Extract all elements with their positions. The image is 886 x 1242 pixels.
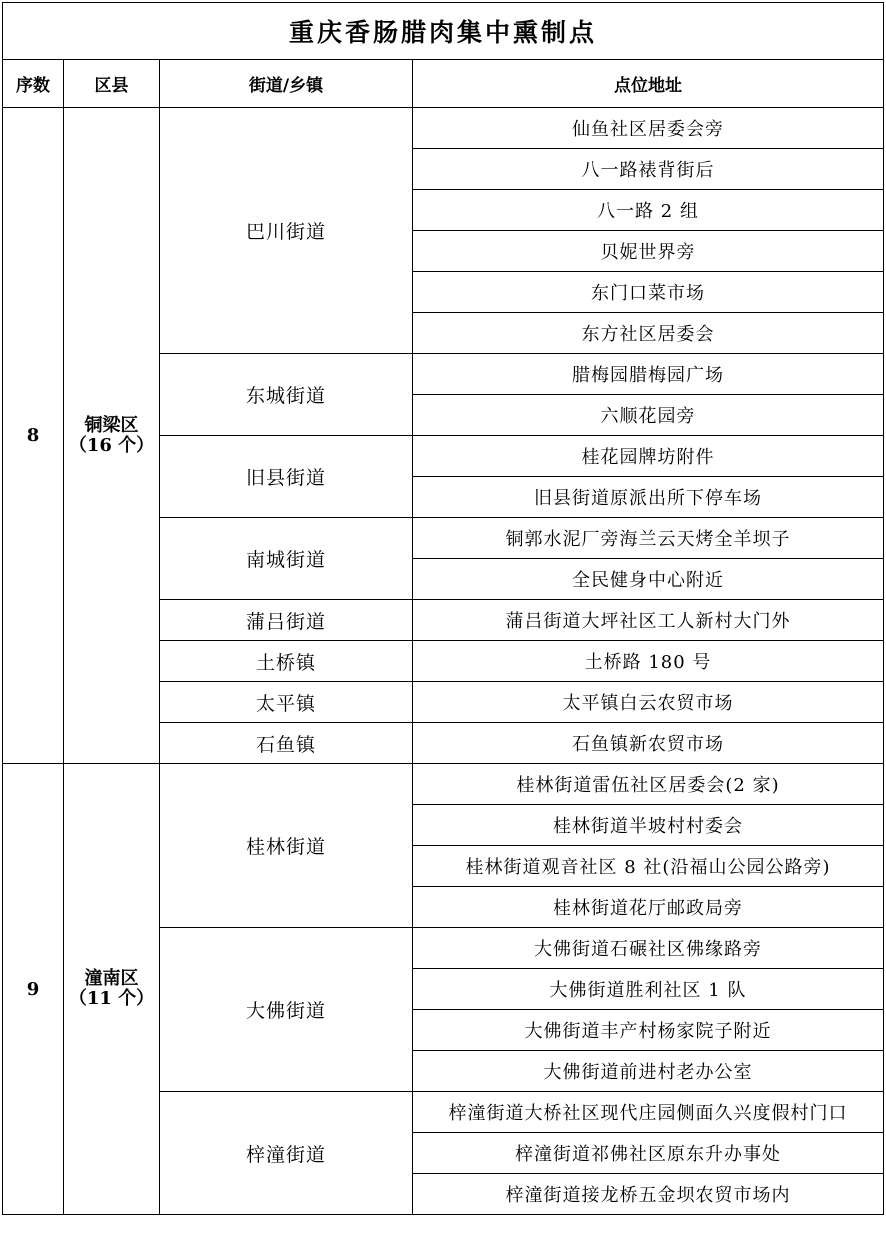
table-body: [3, 3, 884, 1215]
address-cell: 桂林街道观音社区 8 社(沿福山公园公路旁): [413, 846, 884, 887]
address-cell: 八一路裱背街后: [413, 149, 884, 190]
address-cell: 全民健身中心附近: [413, 559, 884, 600]
header-district: 区县: [64, 60, 160, 108]
street-cell: 桂林街道: [160, 764, 413, 928]
address-cell: 贝妮世界旁: [413, 231, 884, 272]
header-address: 点位地址: [413, 60, 884, 108]
street-cell: 梓潼街道: [160, 1092, 413, 1215]
address-cell: 桂林街道雷伍社区居委会(2 家): [413, 764, 884, 805]
address-cell: 旧县街道原派出所下停车场: [413, 477, 884, 518]
address-cell: 腊梅园腊梅园广场: [413, 354, 884, 395]
street-cell: 石鱼镇: [160, 723, 413, 764]
street-cell: 大佛街道: [160, 928, 413, 1092]
address-cell: 大佛街道胜利社区 1 队: [413, 969, 884, 1010]
table-row: [3, 764, 884, 805]
street-cell: 太平镇: [160, 682, 413, 723]
address-cell: 桂林街道花厅邮政局旁: [413, 887, 884, 928]
address-cell: 土桥路 180 号: [413, 641, 884, 682]
address-cell: 梓潼街道祁佛社区原东升办事处: [413, 1133, 884, 1174]
title-row: [3, 3, 884, 60]
address-cell: 大佛街道石碾社区佛缘路旁: [413, 928, 884, 969]
address-cell: 石鱼镇新农贸市场: [413, 723, 884, 764]
address-cell: 梓潼街道接龙桥五金坝农贸市场内: [413, 1174, 884, 1215]
street-cell: 土桥镇: [160, 641, 413, 682]
street-cell: 南城街道: [160, 518, 413, 600]
district-name: 潼南区: [84, 968, 139, 989]
address-cell: 太平镇白云农贸市场: [413, 682, 884, 723]
street-cell: 巴川街道: [160, 108, 413, 354]
street-cell: 蒲吕街道: [160, 600, 413, 641]
table-row: [3, 108, 884, 149]
district-cell: [64, 764, 160, 1215]
district-count: （11 个）: [68, 988, 155, 1009]
address-cell: 大佛街道丰产村杨家院子附近: [413, 1010, 884, 1051]
sheet: [2, 2, 883, 1215]
address-cell: 大佛街道前进村老办公室: [413, 1051, 884, 1092]
address-cell: 桂花园牌坊附件: [413, 436, 884, 477]
header-row: [3, 60, 884, 108]
district-cell: [64, 108, 160, 764]
address-cell: 梓潼街道大桥社区现代庄园侧面久兴度假村门口: [413, 1092, 884, 1133]
table-title: 重庆香肠腊肉集中熏制点: [3, 3, 884, 60]
address-cell: 铜郭水泥厂旁海兰云天烤全羊坝子: [413, 518, 884, 559]
district-name: 铜梁区: [84, 414, 139, 436]
address-cell: 东门口菜市场: [413, 272, 884, 313]
header-street: 街道/乡镇: [160, 60, 413, 108]
district-count: （16 个）: [68, 434, 155, 456]
seq-cell: 9: [3, 764, 64, 1215]
street-cell: 东城街道: [160, 354, 413, 436]
address-cell: 东方社区居委会: [413, 313, 884, 354]
address-cell: 八一路 2 组: [413, 190, 884, 231]
address-cell: 仙鱼社区居委会旁: [413, 108, 884, 149]
header-seq: 序数: [3, 60, 64, 108]
address-cell: 桂林街道半坡村村委会: [413, 805, 884, 846]
address-cell: 蒲吕街道大坪社区工人新村大门外: [413, 600, 884, 641]
seq-cell: 8: [3, 108, 64, 764]
street-cell: 旧县街道: [160, 436, 413, 518]
smoking-points-table: [2, 2, 884, 1215]
address-cell: 六顺花园旁: [413, 395, 884, 436]
